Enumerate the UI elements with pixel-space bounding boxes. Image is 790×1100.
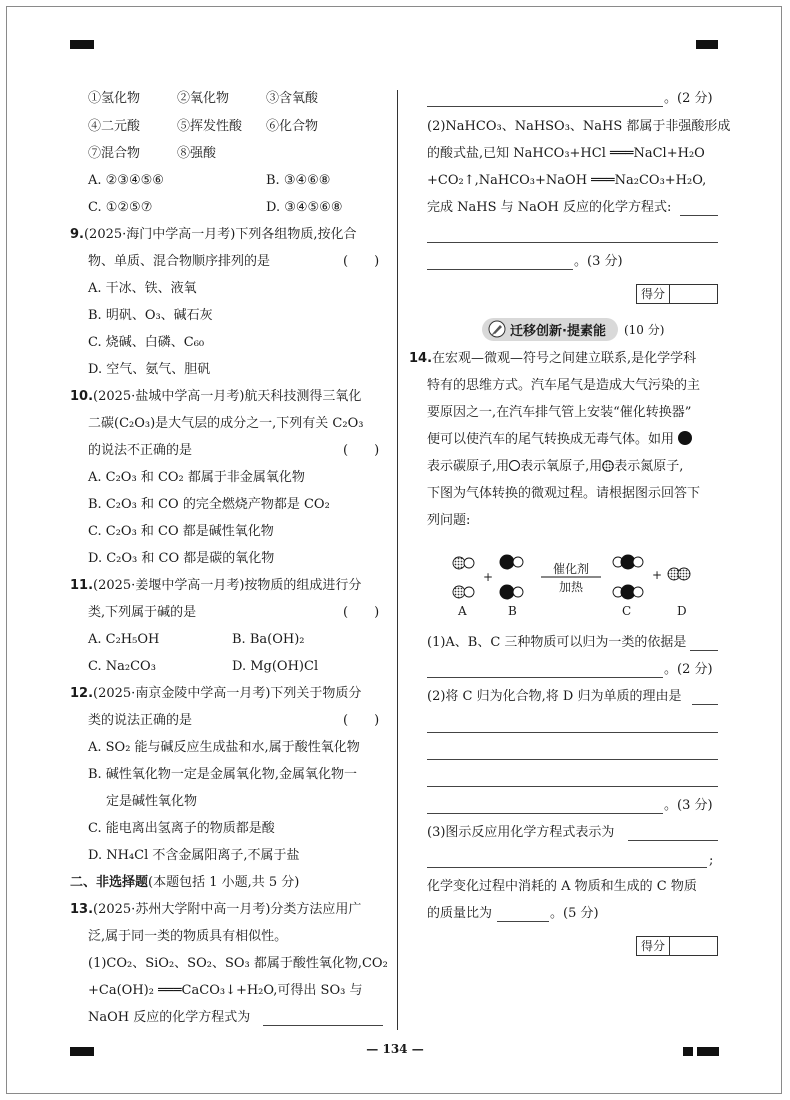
q9-option: A. 干冰、铁、液氧 [88,281,197,296]
q8-item: ⑤挥发性酸 [177,119,243,134]
q8-item: ⑧强酸 [177,146,217,161]
q14-part2-answer-blank[interactable] [427,759,718,760]
q13-part2-answer-blank[interactable] [680,215,718,216]
q10-stem-line3: 的说法不正确的是 [88,443,193,458]
molecule-b-bottom [500,585,524,600]
section-2-title: 二、非选择题 [70,875,149,890]
score-box-label: 得分 [637,285,670,303]
label-a: A [458,604,467,618]
molecule-c-bottom [613,585,643,600]
q14-part3b-answer-blank[interactable] [497,921,549,922]
q13-number: 13. [70,902,94,917]
q11-stem-text: (2025·姜堰中学高一月考)按物质的组成进行分 [93,578,362,593]
score-box [636,936,718,956]
q12-stem-text: (2025·南京金陵中学高一月考)下列关于物质分 [93,686,362,701]
q14-part1: (1)A、B、C 三种物质可以归为一类的依据是 [427,635,687,650]
reaction-diagram [445,548,705,620]
q11-option: C. Na₂CO₃ [88,659,156,674]
q10-answer-paren: ( ) [343,443,380,458]
q10-option: A. C₂O₃ 和 CO₂ 都属于非金属氧化物 [88,470,305,485]
q8-option: A. ②③④⑤⑥ [88,173,164,188]
q13-part2-score: 。(3 分) [574,254,623,269]
q14-part3b-line1: 化学变化过程中消耗的 A 物质和生成的 C 物质 [427,879,697,894]
molecule-b-top [500,555,524,570]
q14-part2-score: 。(3 分) [664,798,713,813]
section-2-heading [70,874,299,892]
q13-part2-line3: +CO₂↑,NaHCO₃+NaOH ═══Na₂CO₃+H₂O, [427,173,707,188]
q14-part2-answer-blank[interactable] [427,786,718,787]
catalyst-label: 催化剂 [553,562,590,576]
oxygen-atom-icon [509,460,520,471]
q14-part3b-line2: 的质量比为 [427,906,493,921]
q14-line5 [427,458,683,478]
q12-number: 12. [70,686,94,701]
pen-icon [488,320,506,338]
q14-part2-answer-blank[interactable] [692,704,718,705]
score-box-label: 得分 [637,937,670,955]
score-box [636,284,718,304]
q11-answer-paren: ( ) [343,605,380,620]
heat-label: 加热 [559,580,584,594]
score-box-field[interactable] [670,937,717,955]
q14-stem-text: 在宏观—微观—符号之间建立联系,是化学学科 [432,351,697,366]
q13-part2-answer-blank[interactable] [427,269,573,270]
q8-option: D. ③④⑤⑥⑧ [266,200,343,215]
q13-part1-answer-blank-cont[interactable] [427,106,663,107]
label-c: C [622,604,632,618]
q13-part1-line2: +Ca(OH)₂ ═══CaCO₃↓+H₂O,可得出 SO₃ 与 [88,983,363,998]
q11-option: B. Ba(OH)₂ [232,632,305,647]
q14-part3b-score: 。(5 分) [550,906,599,921]
q14-line6: 下图为气体转换的微观过程。请根据图示回答下 [427,486,701,501]
q10-stem [70,388,361,406]
q13-stem-text: (2025·苏州大学附中高一月考)分类方法应用广 [93,902,362,917]
q14-line3: 要原因之一,在汽车排气管上安装“催化转换器” [427,405,692,420]
q14-number: 14. [409,351,433,366]
corner-mark-top-left [70,40,94,49]
q8-item: ①氢化物 [88,91,141,106]
nitrogen-atom-icon [602,460,614,478]
q14-line4-text: 便可以使汽车的尾气转换成无毒气体。如用 [427,432,675,447]
q13-part1-answer-blank[interactable] [263,1025,383,1026]
q11-option: D. Mg(OH)Cl [232,659,319,674]
carbon-atom-icon [678,431,692,445]
q14-part2-answer-blank[interactable] [427,813,663,814]
molecule-a-top [453,557,474,569]
q9-number: 9. [70,227,84,242]
q9-option: B. 明矾、O₃、碱石灰 [88,308,213,323]
q13-part1-score: 。(2 分) [664,91,713,106]
q13-stem [70,901,361,919]
q14-line4 [427,431,692,449]
section-banner-pill [482,318,618,341]
q12-option-c: C. 能电离出氢离子的物质都是酸 [88,821,275,836]
q9-stem-line2: 物、单质、混合物顺序排列的是 [88,254,271,269]
molecule-d [668,568,690,580]
section-banner [482,317,664,341]
q14-part3-answer-blank[interactable] [427,867,707,868]
q14-line7: 列问题: [427,513,471,528]
q14-part3-end: ; [709,853,714,868]
q12-answer-paren: ( ) [343,713,380,728]
q8-item: ⑦混合物 [88,146,141,161]
corner-mark-top-right [696,40,718,49]
q14-stem [409,350,696,368]
q14-part3-answer-blank[interactable] [628,840,718,841]
section-2-note: (本题包括 1 小题,共 5 分) [148,875,300,890]
q11-stem [70,577,361,595]
q8-item: ②氧化物 [177,91,230,106]
q9-answer-paren: ( ) [343,254,380,269]
q10-option: C. C₂O₃ 和 CO 都是碱性氧化物 [88,524,274,539]
q10-number: 10. [70,389,94,404]
q11-option: A. C₂H₅OH [88,632,160,647]
q11-number: 11. [70,578,94,593]
q11-stem-line2: 类,下列属于碱的是 [88,605,197,620]
plus-sign: + [652,568,663,582]
q14-part1-answer-blank[interactable] [690,650,718,651]
q14-line5-c: 表示氮原子, [614,459,684,474]
q10-option: B. C₂O₃ 和 CO 的完全燃烧产物都是 CO₂ [88,497,330,512]
molecule-a-bottom [453,586,474,598]
q13-part2-answer-blank[interactable] [427,242,718,243]
q14-line5-a: 表示碳原子,用 [427,459,510,474]
q10-stem-text: (2025·盐城中学高一月考)航天科技测得三氧化 [93,389,362,404]
q8-item: ③含氧酸 [266,91,319,106]
label-b: B [508,604,517,618]
q13-stem-line2: 泛,属于同一类的物质具有相似性。 [88,929,288,944]
label-d: D [677,604,687,618]
q8-item: ④二元酸 [88,119,141,134]
section-banner-title: 迁移创新·提素能 [510,323,606,339]
q13-part1-line3: NaOH 反应的化学方程式为 [88,1010,251,1025]
page-number: — 134 — [366,1042,424,1056]
q13-part1-line1: (1)CO₂、SiO₂、SO₂、SO₃ 都属于酸性氧化物,CO₂ [88,956,388,971]
q9-stem-text: (2025·海门中学高一月考)下列各组物质,按化合 [83,227,357,242]
q12-option-a: A. SO₂ 能与碱反应生成盐和水,属于酸性氧化物 [88,740,360,755]
q14-part3: (3)图示反应用化学方程式表示为 [427,825,615,840]
q14-line2: 特有的思维方式。汽车尾气是造成大气污染的主 [427,378,701,393]
q10-stem-line2: 二碳(C₂O₃)是大气层的成分之一,下列有关 C₂O₃ [88,416,364,431]
score-box-field[interactable] [670,285,717,303]
column-divider [397,90,398,1030]
q12-stem [70,685,361,703]
q9-option: D. 空气、氨气、胆矾 [88,362,211,377]
q8-item: ⑥化合物 [266,119,319,134]
molecule-c-top [613,555,643,570]
q13-part2-line4: 完成 NaHS 与 NaOH 反应的化学方程式: [427,200,672,215]
q12-option-d: D. NH₄Cl 不含金属阳离子,不属于盐 [88,848,300,863]
q8-option: C. ①②⑤⑦ [88,200,153,215]
q14-part1-score: 。(2 分) [664,662,713,677]
q12-stem-line2: 类的说法正确的是 [88,713,193,728]
q13-part2-line1: (2)NaHCO₃、NaHSO₃、NaHS 都属于非强酸形成 [427,119,731,134]
q12-option-b: B. 碱性氧化物一定是金属氧化物,金属氧化物一 [88,767,357,782]
q9-option: C. 烧碱、白磷、C₆₀ [88,335,205,350]
q14-line5-b: 表示氧原子,用 [520,459,603,474]
q9-stem [70,226,356,244]
q14-part1-answer-blank[interactable] [427,677,663,678]
q14-part2-answer-blank[interactable] [427,732,718,733]
q14-part2: (2)将 C 归为化合物,将 D 归为单质的理由是 [427,689,682,704]
q13-part2-line2: 的酸式盐,已知 NaHCO₃+HCl ═══NaCl+H₂O [427,146,705,161]
q12-option-b-cont: 定是碱性氧化物 [106,794,198,809]
q10-option: D. C₂O₃ 和 CO 都是碳的氧化物 [88,551,275,566]
section-banner-points: (10 分) [623,322,665,337]
q8-option: B. ③④⑥⑧ [266,173,331,188]
plus-sign: + [483,570,494,584]
